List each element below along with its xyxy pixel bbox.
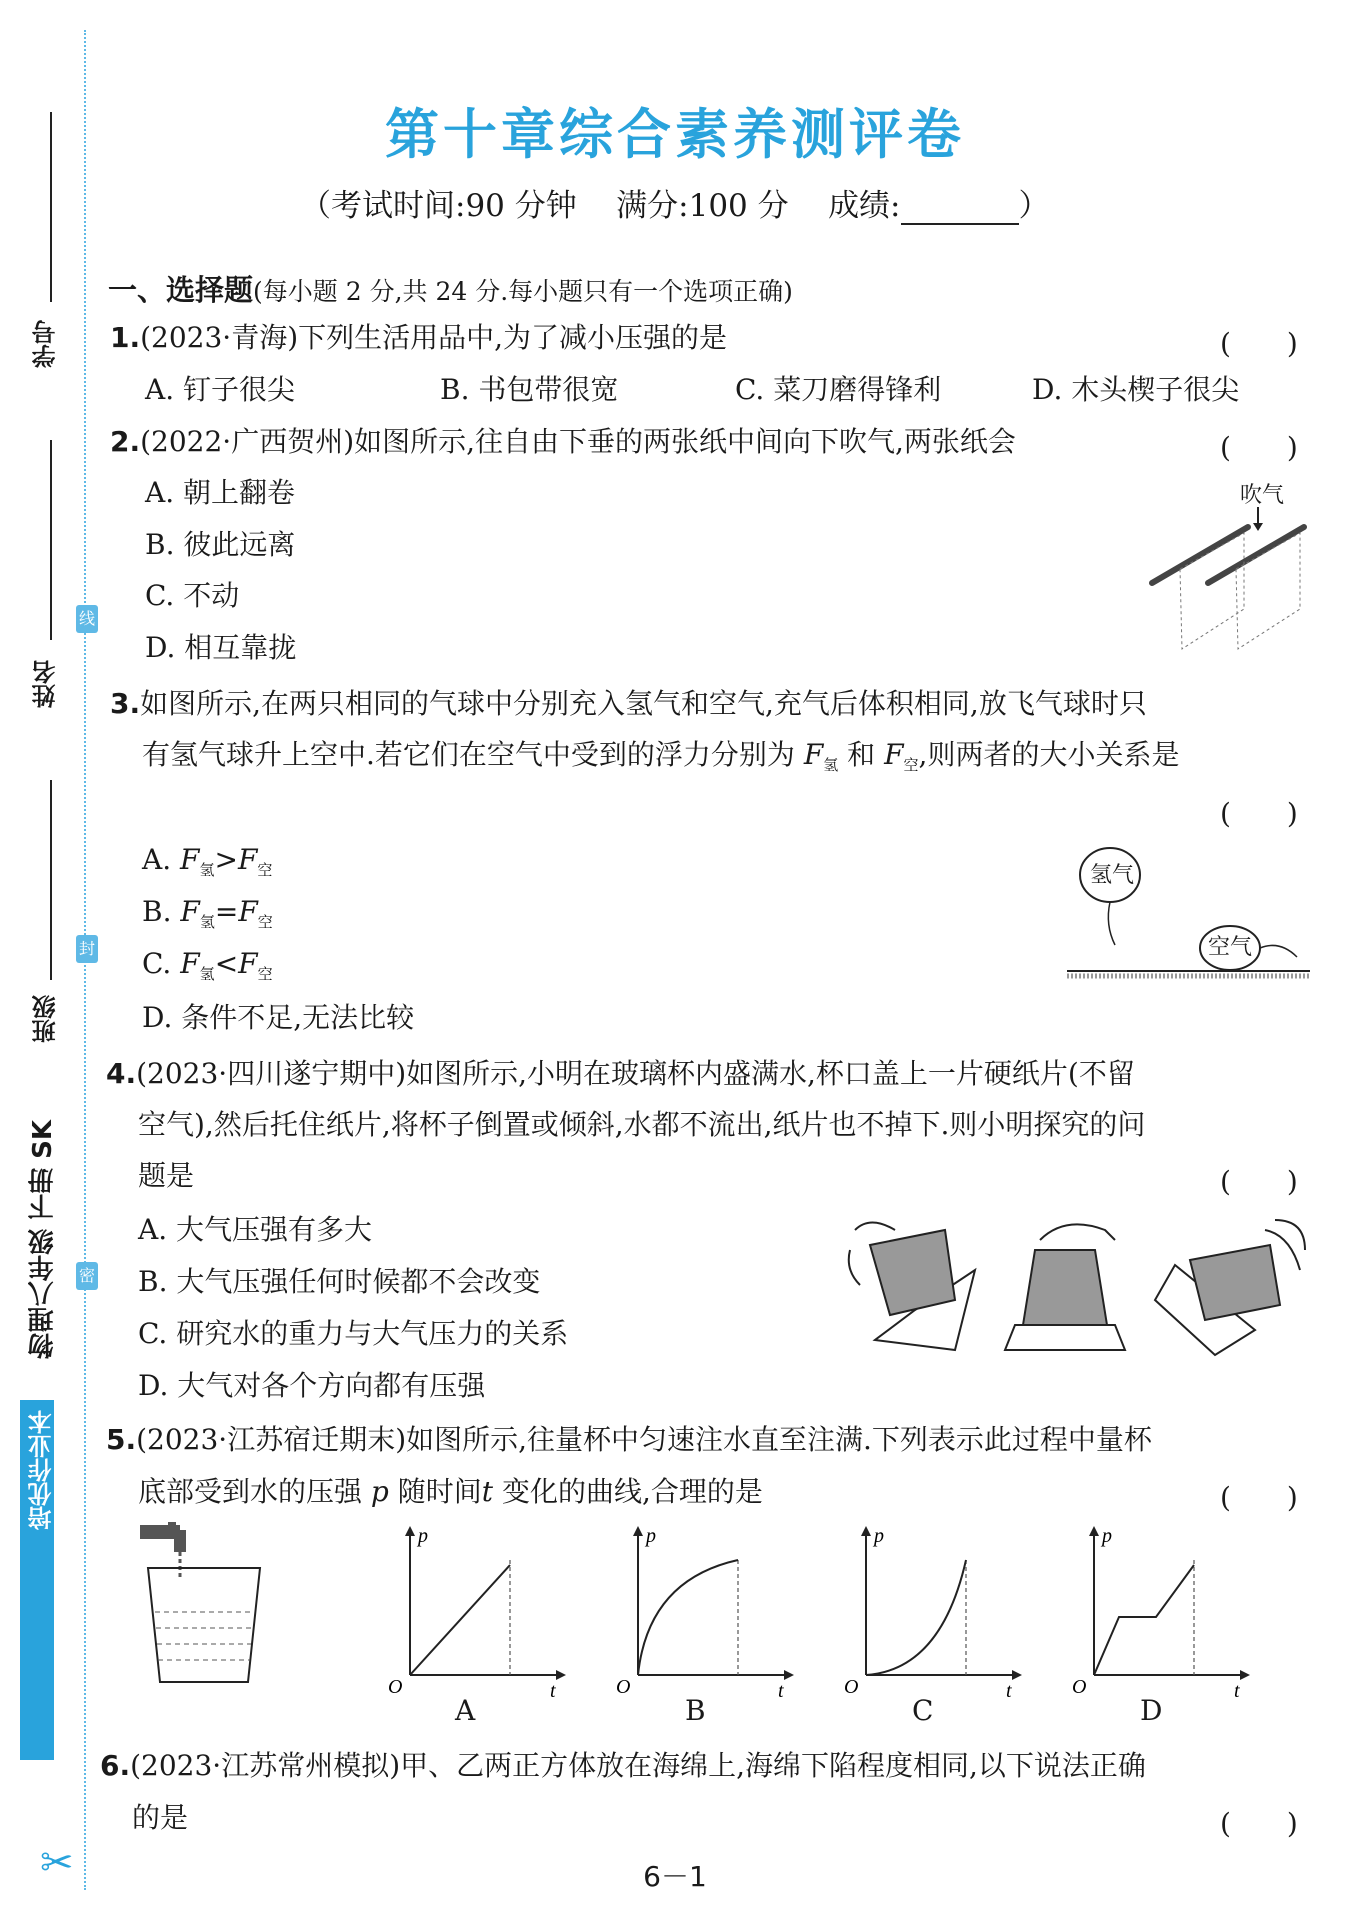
q6-stem-line2: 的是 (132, 1801, 189, 1834)
grade-label: 成绩: (828, 188, 901, 224)
section-heading (108, 268, 793, 309)
q5-graph-a-t-arrow (556, 1670, 566, 1680)
q5-stem-2a: 底部受到水的压强 (138, 1475, 363, 1508)
q5-graph-d-origin: O (1072, 1676, 1087, 1698)
q4-stem-line3: 题是 (138, 1159, 195, 1192)
q5-graphs (370, 1520, 1330, 1700)
section-title: 一、选择题 (108, 273, 254, 307)
q3-sub-air: 空 (903, 756, 919, 774)
q3-fig-air: 空气 (1208, 935, 1253, 960)
q3-f-symbol: F (803, 738, 824, 771)
q1-answer-paren[interactable]: ( ) (1220, 327, 1298, 360)
q1-number: 1. (110, 321, 141, 354)
q4-option-b[interactable]: B. 大气压强任何时候都不会改变 (138, 1265, 541, 1298)
q2-answer-paren[interactable]: ( ) (1220, 431, 1298, 464)
seal-mark-line: 线 (76, 605, 98, 633)
q5-graph-label-a[interactable]: A (455, 1694, 476, 1727)
scissors-icon: ✂ (40, 1840, 74, 1886)
q1-option-b[interactable]: B. 书包带很宽 (440, 373, 619, 406)
q3-sub-air: 空 (257, 965, 273, 983)
q5-graph-d-p-arrow (1089, 1526, 1099, 1536)
q1-stem: (2023·青海)下列生活用品中,为了减小压强的是 (140, 321, 728, 354)
q3-sub-hydrogen: 氢 (199, 861, 215, 879)
q3-option-c-label: C. (142, 947, 172, 980)
book-label: 物理八年级 下册 SK (28, 1120, 58, 1359)
exam-info (300, 180, 1050, 225)
q5-graph-b-p-label: p (646, 1525, 656, 1547)
q3-op-gt: > (214, 843, 238, 876)
q3-f-symbol: F (180, 895, 200, 928)
q4-option-c[interactable]: C. 研究水的重力与大气压力的关系 (138, 1317, 569, 1350)
q5-t-symbol: t (481, 1475, 494, 1508)
q5-graph-c-p-label: p (874, 1525, 884, 1547)
q2-paper-figure (1140, 505, 1320, 655)
brand-strip (20, 1400, 54, 1760)
q3-f-symbol: F (238, 947, 258, 980)
q5-stem-line2 (138, 1474, 763, 1510)
q2-option-b[interactable]: B. 彼此远离 (145, 528, 296, 561)
q3-sub-hydrogen: 氢 (199, 913, 215, 931)
q5-graph-d-p-label: p (1102, 1525, 1112, 1547)
q4-cup-figure (835, 1210, 1315, 1360)
q5-graph-c-p-arrow (861, 1526, 871, 1536)
q3-option-a[interactable] (142, 842, 272, 888)
grade-blank[interactable] (901, 193, 1019, 225)
q6-answer-paren[interactable]: ( ) (1220, 1807, 1298, 1840)
q2-stem: (2022·广西贺州)如图所示,往自由下垂的两张纸中间向下吹气,两张纸会 (140, 425, 1016, 458)
q3-sub-hydrogen: 氢 (199, 965, 215, 983)
q2-stem-line (110, 424, 1016, 460)
q5-graph-a-curve (410, 1565, 510, 1675)
q2-option-c[interactable]: C. 不动 (145, 579, 240, 612)
q5-graph-a-origin: O (388, 1676, 403, 1698)
q2-number: 2. (110, 425, 141, 458)
q5-p-symbol: p (370, 1475, 389, 1508)
q3-f-symbol: F (237, 843, 258, 876)
q5-stem-line1 (106, 1422, 1152, 1458)
name-blank[interactable] (50, 440, 52, 640)
q5-graph-label-c[interactable]: C (912, 1694, 934, 1727)
q5-graph-d-curve (1094, 1565, 1194, 1675)
q5-graph-label-d[interactable]: D (1140, 1694, 1163, 1727)
q6-stem-line1 (100, 1748, 1146, 1784)
q4-option-a[interactable]: A. 大气压强有多大 (138, 1213, 373, 1246)
q3-op-lt: < (214, 947, 239, 980)
q3-option-b[interactable] (142, 894, 273, 940)
q5-graph-c-t-label: t (1006, 1680, 1012, 1700)
q3-option-c[interactable] (142, 946, 273, 992)
q6-stem-1: (2023·江苏常州模拟)甲、乙两正方体放在海绵上,海绵下陷程度相同,以下说法正确 (130, 1749, 1146, 1782)
q5-answer-paren[interactable]: ( ) (1220, 1481, 1298, 1514)
q5-beaker-figure (130, 1520, 270, 1690)
seal-mark-seal: 封 (76, 935, 98, 963)
q4-cup-right (1155, 1220, 1305, 1355)
q5-graph-c-t-arrow (1012, 1670, 1022, 1680)
q3-sub-hydrogen: 氢 (823, 756, 839, 774)
q1-stem-line (110, 320, 727, 356)
q3-f-symbol: F (180, 947, 200, 980)
q6-number: 6. (100, 1749, 131, 1782)
q4-stem-1: (2023·四川遂宁期中)如图所示,小明在玻璃杯内盛满水,杯口盖上一片硬纸片(不留 (136, 1057, 1135, 1090)
q5-graph-d-t-arrow (1240, 1670, 1250, 1680)
q4-option-d[interactable]: D. 大气对各个方向都有压强 (138, 1369, 486, 1402)
brand-label: 培优作业本 (28, 1410, 56, 1530)
exam-time: （考试时间:90 分钟 (300, 188, 577, 224)
q2-figure-label: 吹气 (1240, 483, 1285, 508)
q5-graph-b-curve (638, 1560, 738, 1675)
q5-graph-a-p-label: p (418, 1525, 428, 1547)
q5-graph-b-p-arrow (633, 1526, 643, 1536)
q3-option-d[interactable]: D. 条件不足,无法比较 (142, 1001, 415, 1034)
q5-graph-a-t-label: t (550, 1680, 556, 1700)
q3-sub-air: 空 (257, 913, 273, 931)
q3-answer-paren[interactable]: ( ) (1220, 797, 1298, 830)
q5-stem-2b: 随时间 (397, 1475, 482, 1508)
q3-option-a-label: A. (142, 843, 172, 876)
q3-stem-line2 (142, 737, 1179, 783)
q5-graph-b-origin: O (616, 1676, 631, 1698)
class-label: 班级 (32, 995, 60, 1043)
q4-cup-left (849, 1223, 975, 1351)
q2-option-d[interactable]: D. 相互靠拢 (145, 631, 297, 664)
q5-graph-a-p-arrow (405, 1526, 415, 1536)
q5-graph-label-b[interactable]: B (685, 1694, 706, 1727)
name-label: 姓名 (32, 660, 60, 708)
q3-stem-2b: 和 (847, 738, 876, 771)
q5-graph-b-t-label: t (778, 1680, 784, 1700)
q4-number: 4. (106, 1057, 137, 1090)
seal-mark-secret: 密 (76, 1262, 98, 1290)
student-id-label: 学号 (32, 320, 60, 368)
q5-graph-c-curve (866, 1560, 966, 1675)
q3-fig-hydrogen: 氢气 (1090, 863, 1135, 888)
q3-sub-air: 空 (257, 861, 273, 879)
q1-option-d[interactable]: D. 木头楔子很尖 (1032, 373, 1240, 406)
q3-f-symbol: F (180, 843, 200, 876)
section-note: (每小题 2 分,共 24 分.每小题只有一个选项正确) (253, 277, 793, 306)
q4-answer-paren[interactable]: ( ) (1220, 1165, 1298, 1198)
q3-number: 3. (110, 687, 141, 720)
q3-f-symbol: F (238, 895, 258, 928)
info-paren-close: ） (1018, 188, 1050, 224)
q5-graph-d-t-label: t (1234, 1680, 1240, 1700)
full-score: 满分:100 分 (616, 188, 789, 224)
q5-stem-2c: 变化的曲线,合理的是 (501, 1475, 763, 1508)
q5-stem-1: (2023·江苏宿迁期末)如图所示,往量杯中匀速注水直至注满.下列表示此过程中量杯 (136, 1423, 1152, 1456)
q3-stem-line1 (110, 686, 1147, 722)
q5-graph-b-t-arrow (784, 1670, 794, 1680)
q5-graph-c-origin: O (844, 1676, 859, 1698)
q4-stem-line2: 空气),然后托住纸片,将杯子倒置或倾斜,水都不流出,纸片也不掉下.则小明探究的问 (138, 1108, 1146, 1141)
q3-stem-2a: 有氢气球升上空中.若它们在空气中受到的浮力分别为 (142, 738, 795, 771)
q4-stem-line1 (106, 1056, 1135, 1092)
q5-number: 5. (106, 1423, 137, 1456)
q3-stem-2c: ,则两者的大小关系是 (918, 738, 1180, 771)
page-title: 第十章综合素养测评卷 (385, 103, 965, 166)
class-blank[interactable] (50, 780, 52, 980)
q3-stem-1: 如图所示,在两只相同的气球中分别充入氢气和空气,充气后体积相同,放飞气球时只 (140, 687, 1147, 720)
q3-op-eq: = (214, 895, 239, 928)
q1-option-a[interactable]: A. 钉子很尖 (145, 373, 296, 406)
q3-f-symbol: F (884, 738, 904, 771)
q3-option-b-label: B. (142, 895, 172, 928)
page-number: 6－1 (643, 1860, 707, 1893)
q1-option-c[interactable]: C. 菜刀磨得锋利 (735, 373, 942, 406)
q4-cup-middle (1005, 1224, 1125, 1350)
q2-option-a[interactable]: A. 朝上翻卷 (145, 476, 296, 509)
